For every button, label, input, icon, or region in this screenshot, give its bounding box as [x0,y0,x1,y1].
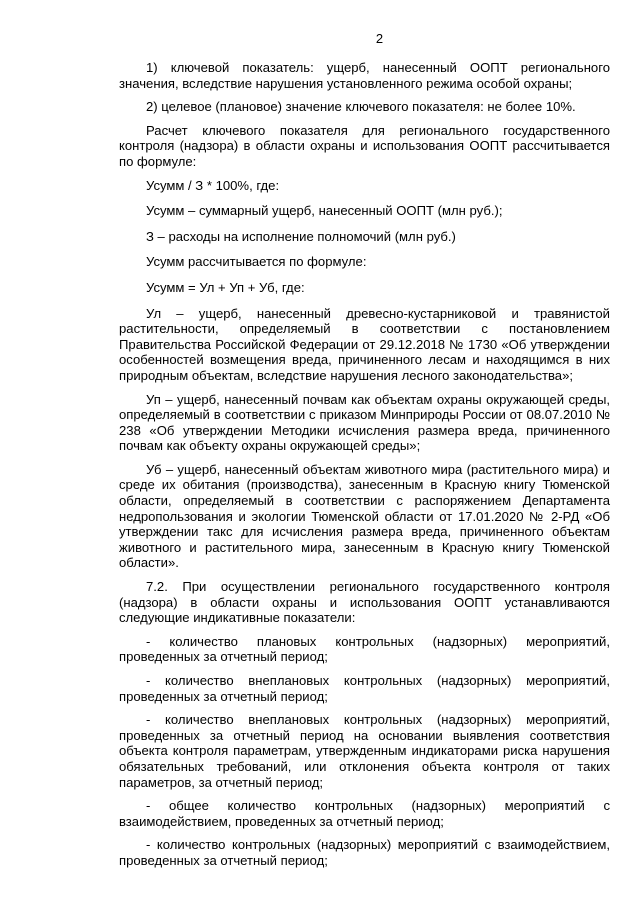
definition-wildlife-damage: Уб – ущерб, нанесенный объектам животного мира (растительного мира) и среде их обитания (производства), занесенным в Красную книгу Тюменской области, определяемый в соответствии с распоряжением Департамента недропользования и экологии Тюменской области от 17.01.2020 № 2-РД «Об утверждении такс для исчисления размера вреда, причиненного объектам животного и растительного мира, занесенным в Красную книгу Тюменской области». [119,461,610,571]
paragraph-calculation-intro: Расчет ключевого показателя для регионального государственного контроля (надзора) в области охраны и использования ООПТ рассчитывается по формуле: [119,122,610,169]
definition-expenses: З – расходы на исполнение полномочий (млн руб.) [146,228,456,244]
paragraph-target-value: 2) целевое (плановое) значение ключевого показателя: не более 10%. [146,99,576,115]
formula-ratio: Усумм / З * 100%, где: [146,177,280,193]
definition-soil-damage: Уп – ущерб, нанесенный почвам как объектам охраны окружающей среды, определяемый в соответствии с приказом Минприроды России от 08.07.2010 № 238 «Об утверждении Методики исчисления размера вреда, причиненного почвам как объекту охраны окружающей среды»; [119,391,610,454]
indicator-item: - количество плановых контрольных (надзорных) мероприятий, проведенных за отчетный период; [119,633,610,665]
indicator-item: - общее количество контрольных (надзорных) мероприятий с взаимодействием, проведенных за отчетный период; [119,798,610,829]
definition-forest-damage: Ул – ущерб, нанесенный древесно-кустарниковой и травянистой растительности, определяемый в соответствии с постановлением Правительства Российской Федерации от 29.12.2018 № 1730 «Об утверждении особенностей возмещения вреда, причиненного лесам и находящимся в них природным объектам, вследствие нарушения лесного законодательства»; [119,305,610,383]
paragraph-sum-formula-intro: Усумм рассчитывается по формуле: [146,254,367,270]
definition-total-damage: Усумм – суммарный ущерб, нанесенный ООПТ (млн руб.); [146,203,503,219]
indicator-item: - количество контрольных (надзорных) мероприятий с взаимодействием, проведенных за отчетный период; [119,837,610,868]
page-number: 2 [375,31,384,46]
section-7-2: 7.2. При осуществлении регионального государственного контроля (надзора) в области охраны и использования ООПТ устанавливаются следующие индикативные показатели: [119,579,610,626]
paragraph-key-indicator: 1) ключевой показатель: ущерб, нанесенный ООПТ регионального значения, вследствие нарушения установленного режима особой охраны; [119,60,610,91]
indicator-item: - количество внеплановых контрольных (надзорных) мероприятий, проведенных за отчетный период на основании выявления соответствия объекта контроля параметрам, утвержденным индикаторами риска нарушения обязательных требований, или отклонения объекта контроля от таких параметров, за отчетный период; [119,712,610,790]
formula-sum: Усумм = Ул + Уп + Уб, где: [146,279,305,295]
indicator-item: - количество внеплановых контрольных (надзорных) мероприятий, проведенных за отчетный период; [119,673,610,704]
